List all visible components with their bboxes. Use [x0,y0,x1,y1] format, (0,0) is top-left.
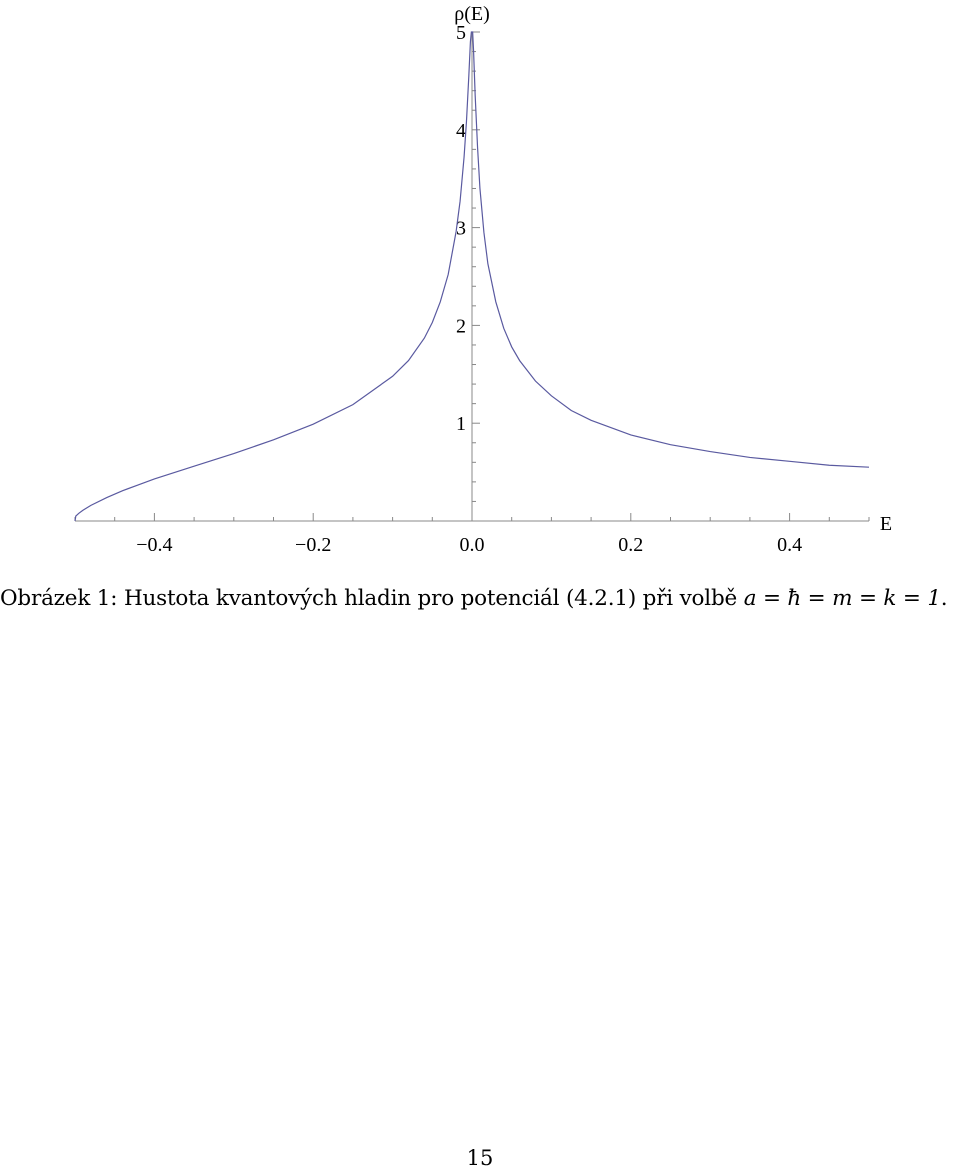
chart-axes [75,32,869,521]
x-tick-label: 0.2 [618,534,644,556]
x-axis-title: E [879,513,893,535]
density-of-states-chart [0,0,960,560]
figure-caption [0,586,960,611]
x-tick-label: 0.0 [459,534,485,556]
x-tick-label: −0.2 [295,534,332,556]
chart-tick-labels [136,22,802,556]
x-tick-label: −0.4 [136,534,173,556]
y-axis-title: ρ(E) [454,3,490,25]
caption-end: . [940,586,948,611]
x-tick-label: 0.4 [777,534,803,556]
caption-text: Obrázek 1: Hustota kvantových hladin pro potenciál (4.2.1) při volbě [0,586,744,611]
y-tick-label: 5 [456,22,466,44]
y-tick-label: 1 [456,413,466,436]
page-number: 15 [466,1146,494,1170]
y-tick-label: 3 [456,217,466,240]
caption-math: a = ħ = m = k = 1 [743,586,941,611]
y-tick-label: 2 [456,315,466,338]
y-tick-label: 4 [456,119,466,142]
